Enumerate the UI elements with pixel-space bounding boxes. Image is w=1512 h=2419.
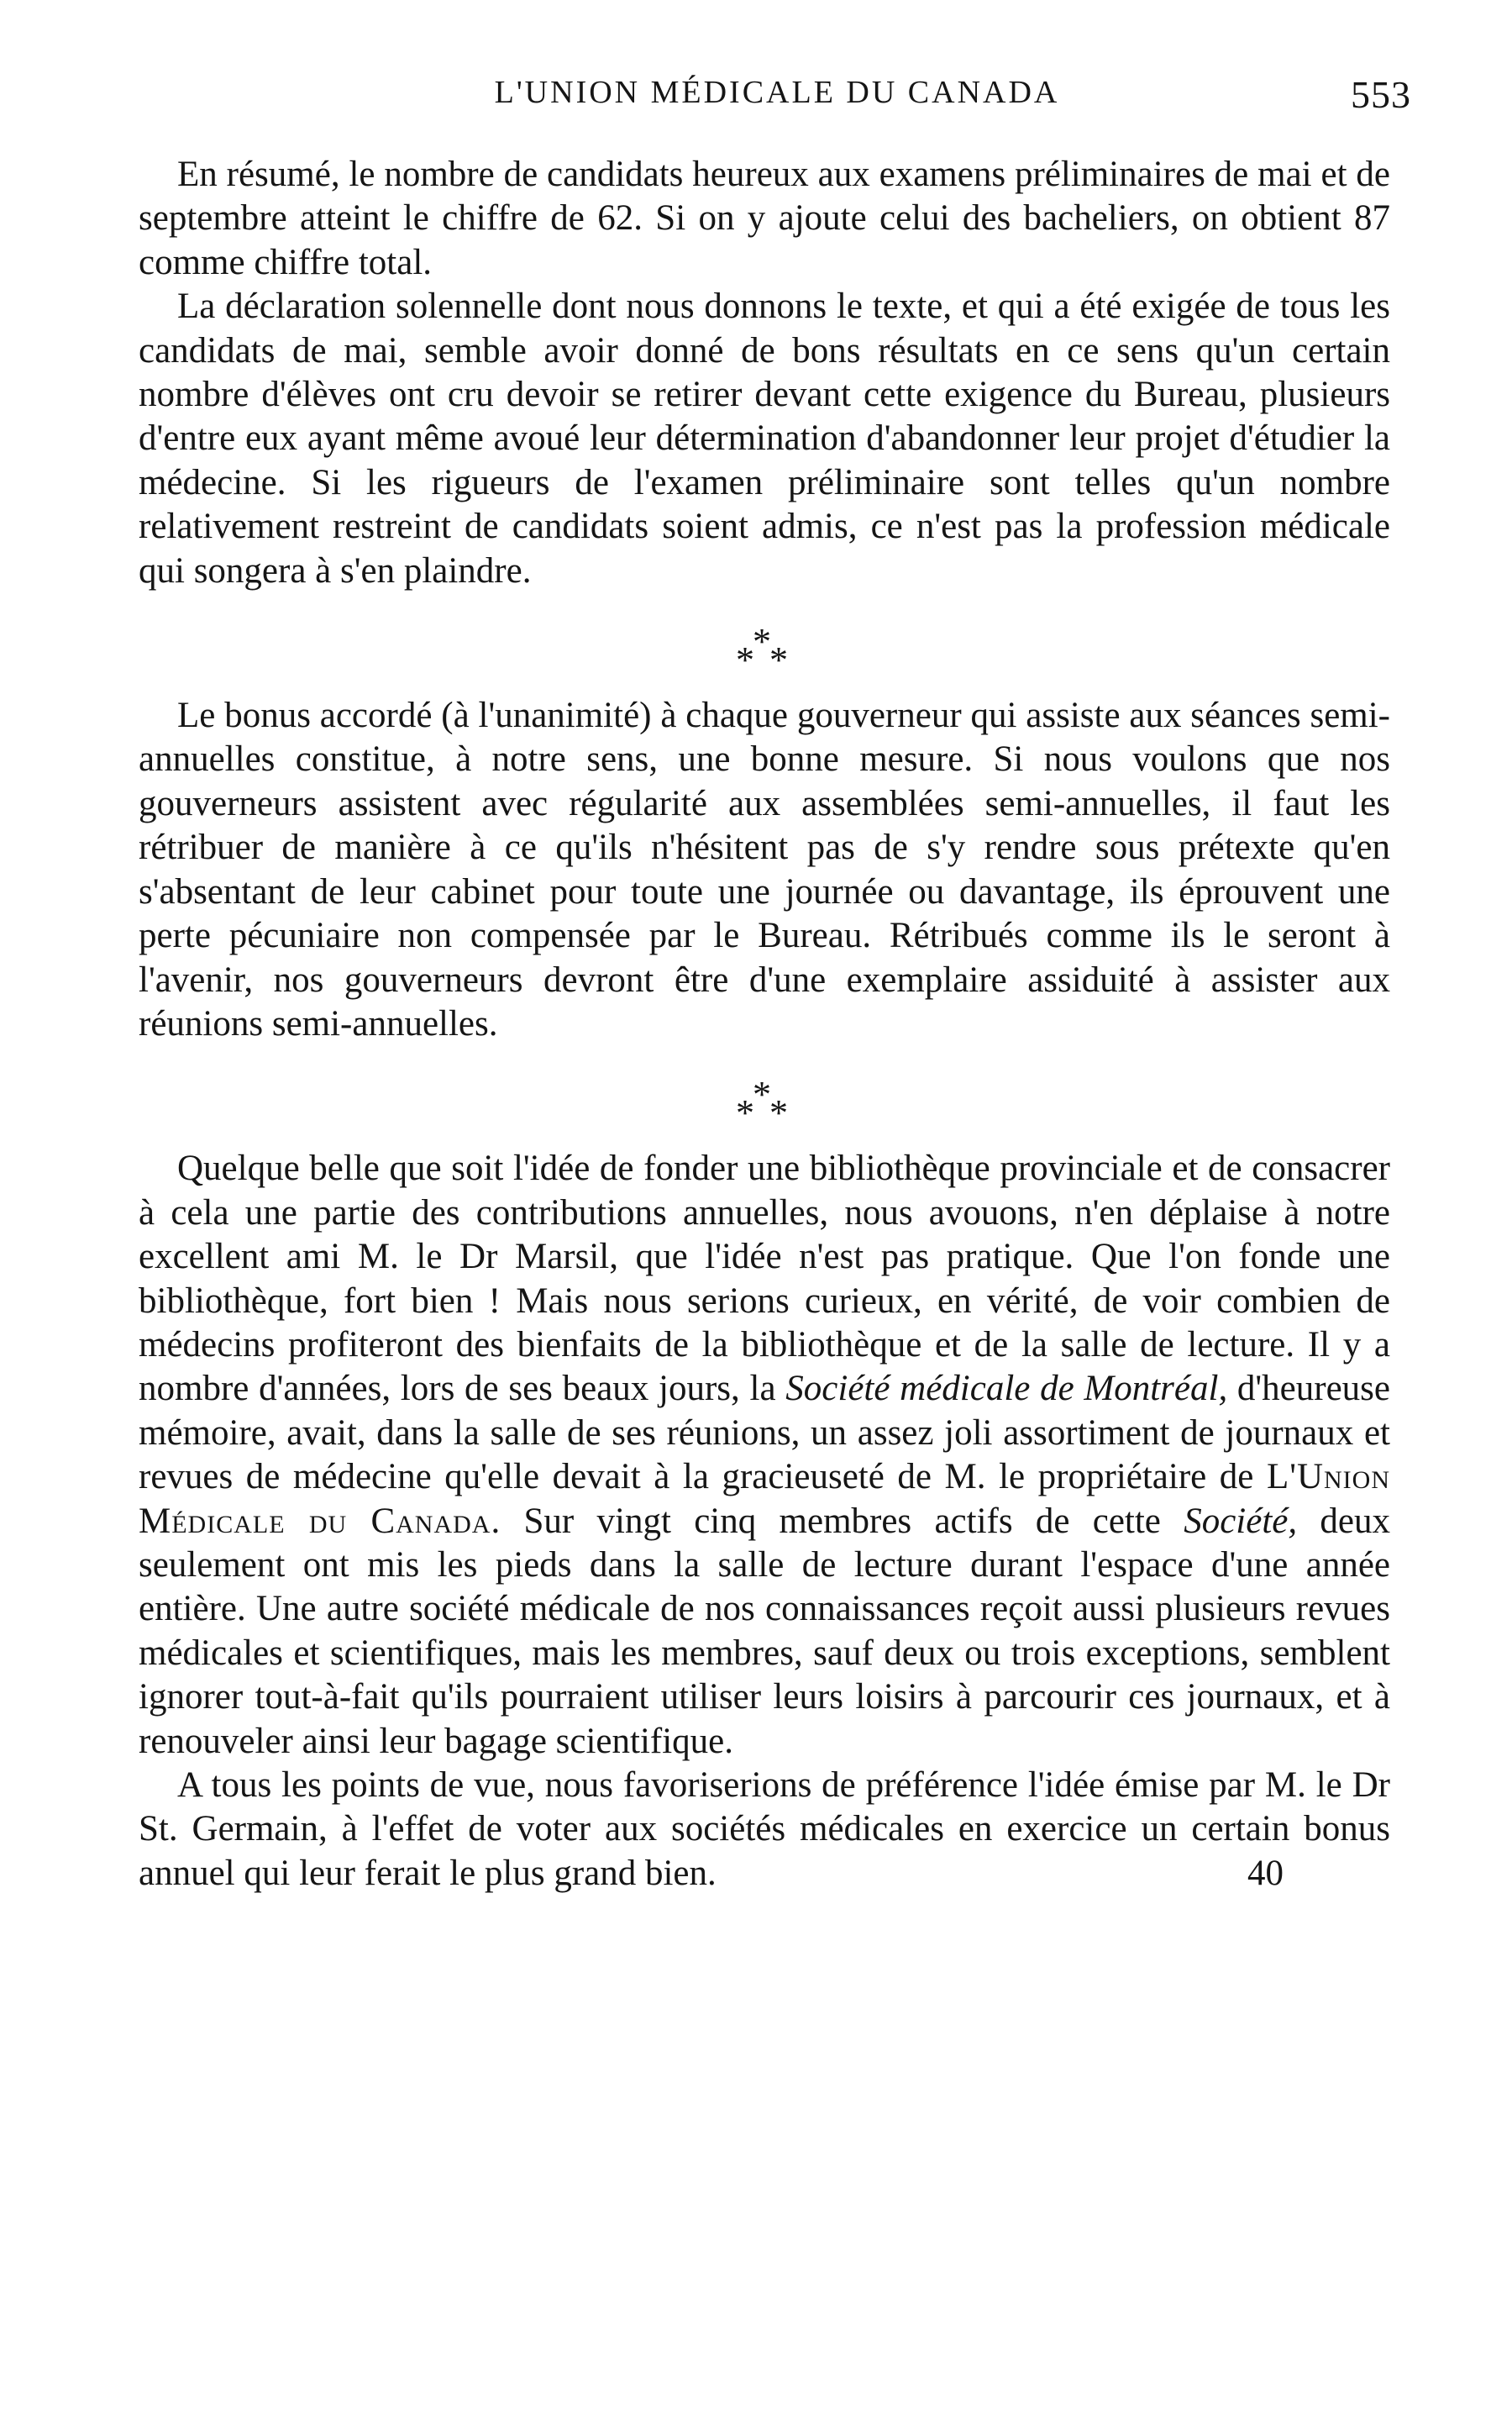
paragraph-5	[139, 1764, 1390, 1896]
asterisk-icon: *	[736, 1092, 754, 1134]
article-body	[139, 153, 1390, 1939]
page-number: 553	[1351, 73, 1411, 116]
paragraph-4-text-d: deux seulement ont mis les pieds dans la salle de lecture durant l'espace d'une année entière. Une autre société médicale de nos connaissances reçoit aussi plusieurs revues médicales et scientifiques, mais les membres, sauf deux ou trois exceptions, semblent ignorer tout-à-fait qu'ils pourraient utiliser leurs loisirs à parcourir ces journaux, et à renouveler ainsi leur bagage scientifique.	[139, 1501, 1390, 1761]
asterisk-icon: *	[769, 639, 788, 681]
asterisk-icon: *	[753, 621, 771, 663]
paragraph-3: Le bonus accordé (à l'unanimité) à chaque gouverneur qui assiste aux séances semi-annuelles constitue, à notre sens, une bonne mesure. Si nous voulons que nos gouverneurs assistent avec régularité aux assemblées semi-annuelles, il faut les rétribuer de manière à ce qu'ils n'hésitent pas de s'y rendre sous prétexte qu'en s'absentant de leur cabinet pour toute une journée ou davantage, ils éprouvent une perte pécuniaire non compensée par le Bureau. Rétribués comme ils le seront à l'avenir, nos gouverneurs devront être d'une exemplaire assiduité à assister aux réunions semi-annuelles.	[139, 696, 1390, 1044]
journal-name-smallcaps: L'Union Médicale du Canada.	[139, 1457, 1390, 1541]
paragraph-4	[139, 1147, 1390, 1764]
asterisk-icon: *	[736, 639, 754, 681]
section-separator-1	[139, 593, 1390, 694]
paragraph-4-text-b: d'heureuse mémoire, avait, dans la salle de ses réunions, un assez joli assortiment de journaux et revues de médecine qu'elle devait à la gracieuseté de M. le propriétaire de	[139, 1369, 1390, 1497]
society-name-italic: Société médicale de Montréal,	[785, 1369, 1228, 1409]
paragraph-2: La déclaration solennelle dont nous donnons le texte, et qui a été exigée de tous les candidats de mai, semble avoir donné de bons résultats en ce sens qu'un certain nombre d'élèves ont cru devoir se retirer devant cette exigence du Bureau, plusieurs d'entre eux ayant même avoué leur détermination d'abandonner leur projet d'étudier la médecine. Si les rigueurs de l'examen préliminaire sont telles qu'un nombre relativement restreint de candidats soient admis, ce n'est pas la profession médicale qui songera à s'en plaindre.	[139, 287, 1390, 591]
paragraph-1: En résumé, le nombre de candidats heureux aux examens préliminaires de mai et de septembre atteint le chiffre de 62. Si on y ajoute celui des bacheliers, on obtient 87 comme chiffre total.	[139, 155, 1390, 282]
paragraph-4-text-c: Sur vingt cinq membres actifs de cette	[501, 1501, 1184, 1541]
section-separator-2	[139, 1046, 1390, 1147]
asterisk-icon: *	[753, 1074, 771, 1116]
paragraph-5-text: A tous les points de vue, nous favoriserions de préférence l'idée émise par M. le Dr St. Germain, à l'effet de voter aux sociétés médicales en exercice un certain bonus annuel qui leur ferait le plus grand bien.	[139, 1765, 1390, 1893]
paragraph-4-text-a: Quelque belle que soit l'idée de fonder une bibliothèque provinciale et de consacrer à cela une partie des contributions annuelles, nous avouons, n'en déplaise à notre excellent ami M. le Dr Marsil, que l'idée n'est pas pratique. Que l'on fonde une bibliothèque, fort bien ! Mais nous serions curieux, en vérité, de voir combien de médecins profiteront des bienfaits de la bibliothèque et de la salle de lecture. Il y a nombre d'années, lors de ses beaux jours, la	[139, 1149, 1390, 1409]
running-head	[143, 74, 1411, 133]
closing-line	[139, 1854, 1390, 1939]
asterisk-icon: *	[769, 1092, 788, 1134]
society-italic: Société,	[1184, 1501, 1298, 1541]
journal-title: L'UNION MÉDICALE DU CANADA	[494, 75, 1060, 110]
signature-number: 40	[1247, 1854, 1284, 1894]
